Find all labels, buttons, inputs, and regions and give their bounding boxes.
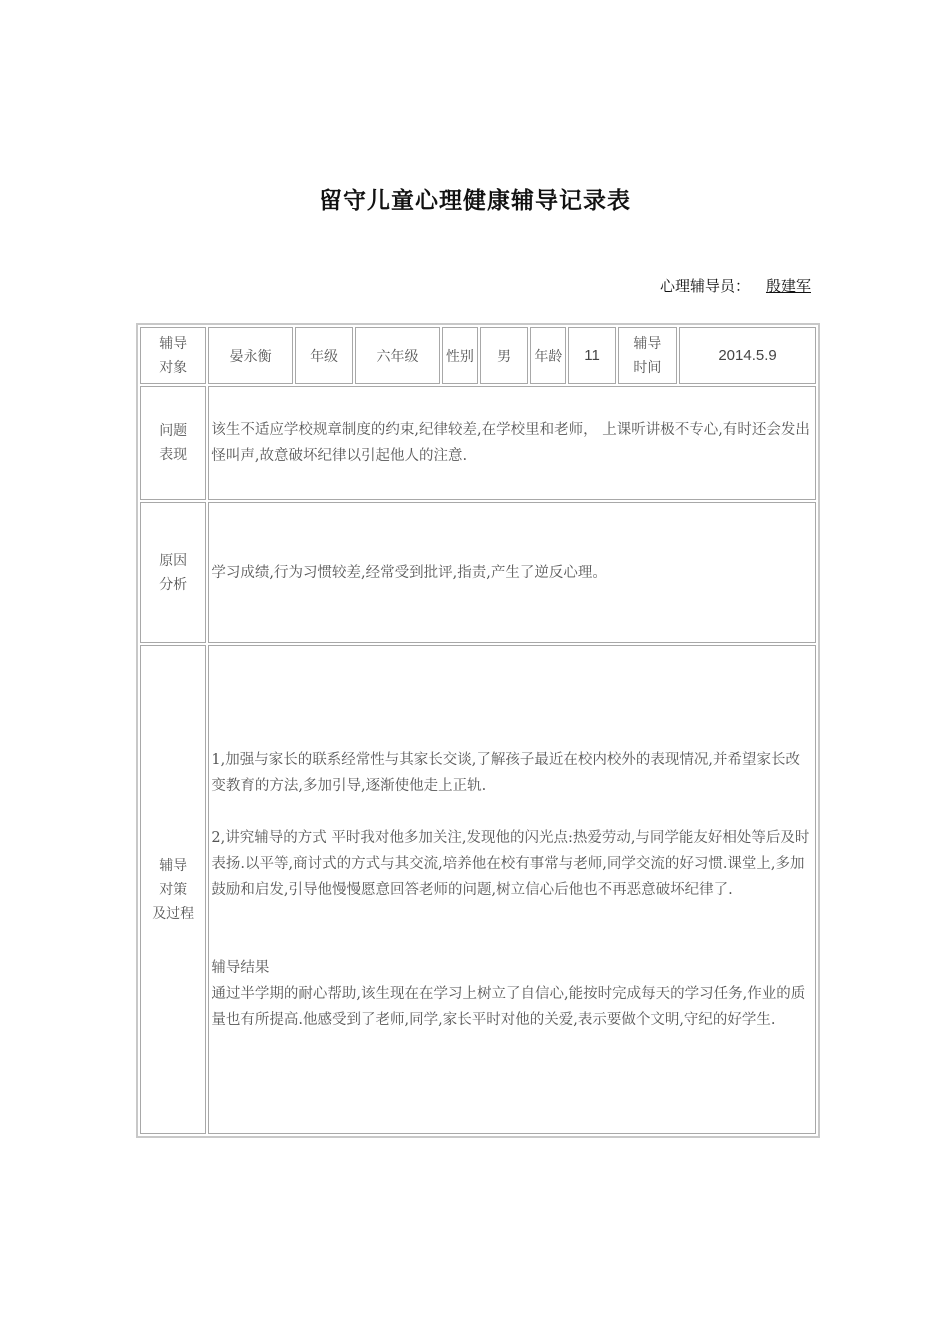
- grade-value: 六年级: [355, 327, 440, 384]
- strategy-paragraph-2: 2,讲究辅导的方式 平时我对他多加关注,发现他的闪光点:热爱劳动,与同学能友好相处等后及时表扬.以平等,商讨式的方式与其交流,培养他在校有事常与老师,同学交流的好习惯.课堂上,多加鼓励和启发,引导他慢慢愿意回答老师的问题,树立信心后他也不再恶意破坏纪律了.: [211, 829, 810, 898]
- cause-label-cell: [140, 502, 206, 643]
- counselor-label: 心理辅导员：: [659, 277, 750, 295]
- strategy-label-line1: 辅导: [159, 857, 188, 874]
- cause-label-line1: 原因: [159, 552, 188, 569]
- result-heading: 辅导结果: [211, 959, 270, 976]
- strategy-content: [208, 645, 816, 1134]
- problem-label-line1: 问题: [159, 423, 188, 439]
- gender-label: 性别: [442, 327, 478, 384]
- strategy-row: [140, 645, 816, 1134]
- counselor-name: 殷建军: [765, 277, 811, 295]
- gender-value: 男: [480, 327, 528, 384]
- strategy-paragraph-1: 1,加强与家长的联系经常性与其家长交谈,了解孩子最近在校内校外的表现情况,并希望家长改变教育的方法,多加引导,逐渐使他走上正轨.: [211, 751, 800, 794]
- page-title: 留守儿童心理健康辅导记录表: [319, 188, 631, 214]
- subject-label-line2: 对象: [159, 359, 188, 376]
- result-text: 通过半学期的耐心帮助,该生现在在学习上树立了自信心,能按时完成每天的学习任务,作业的质量也有所提高.他感受到了老师,同学,家长平时对他的关爱,表示要做个文明,守纪的好学生.: [211, 985, 806, 1028]
- cause-row: [140, 502, 816, 643]
- time-value: 2014.5.9: [679, 327, 816, 384]
- counselor-line: [560, 275, 811, 296]
- cause-text: 学习成绩,行为习惯较差,经常受到批评,指责,产生了逆反心理。: [208, 502, 816, 643]
- age-value: 11: [568, 327, 615, 384]
- age-label: 年龄: [530, 327, 566, 384]
- strategy-label-line3: 及过程: [152, 905, 195, 922]
- time-label-line2: 时间: [633, 359, 662, 376]
- strategy-label-line2: 对策: [159, 881, 188, 898]
- problem-row: [140, 386, 816, 500]
- paragraph-gap: [211, 903, 813, 955]
- subject-label-line1: 辅导: [159, 335, 188, 352]
- cause-label-line2: 分析: [159, 576, 188, 593]
- time-label-line1: 辅导: [633, 335, 662, 352]
- problem-label-line2: 表现: [159, 447, 188, 463]
- strategy-label-cell: [140, 645, 206, 1134]
- problem-label-cell: [140, 386, 206, 500]
- grade-label: 年级: [295, 327, 353, 384]
- subject-name: 晏永衡: [208, 327, 293, 384]
- record-table: [136, 323, 820, 1138]
- paragraph-gap: [211, 799, 813, 825]
- header-row: [140, 327, 816, 384]
- problem-text: 该生不适应学校规章制度的约束,纪律较差,在学校里和老师， 上课听讲极不专心,有时还会发出怪叫声,故意破坏纪律以引起他人的注意.: [208, 386, 816, 500]
- subject-label-cell: [140, 327, 206, 384]
- time-label-cell: [618, 327, 677, 384]
